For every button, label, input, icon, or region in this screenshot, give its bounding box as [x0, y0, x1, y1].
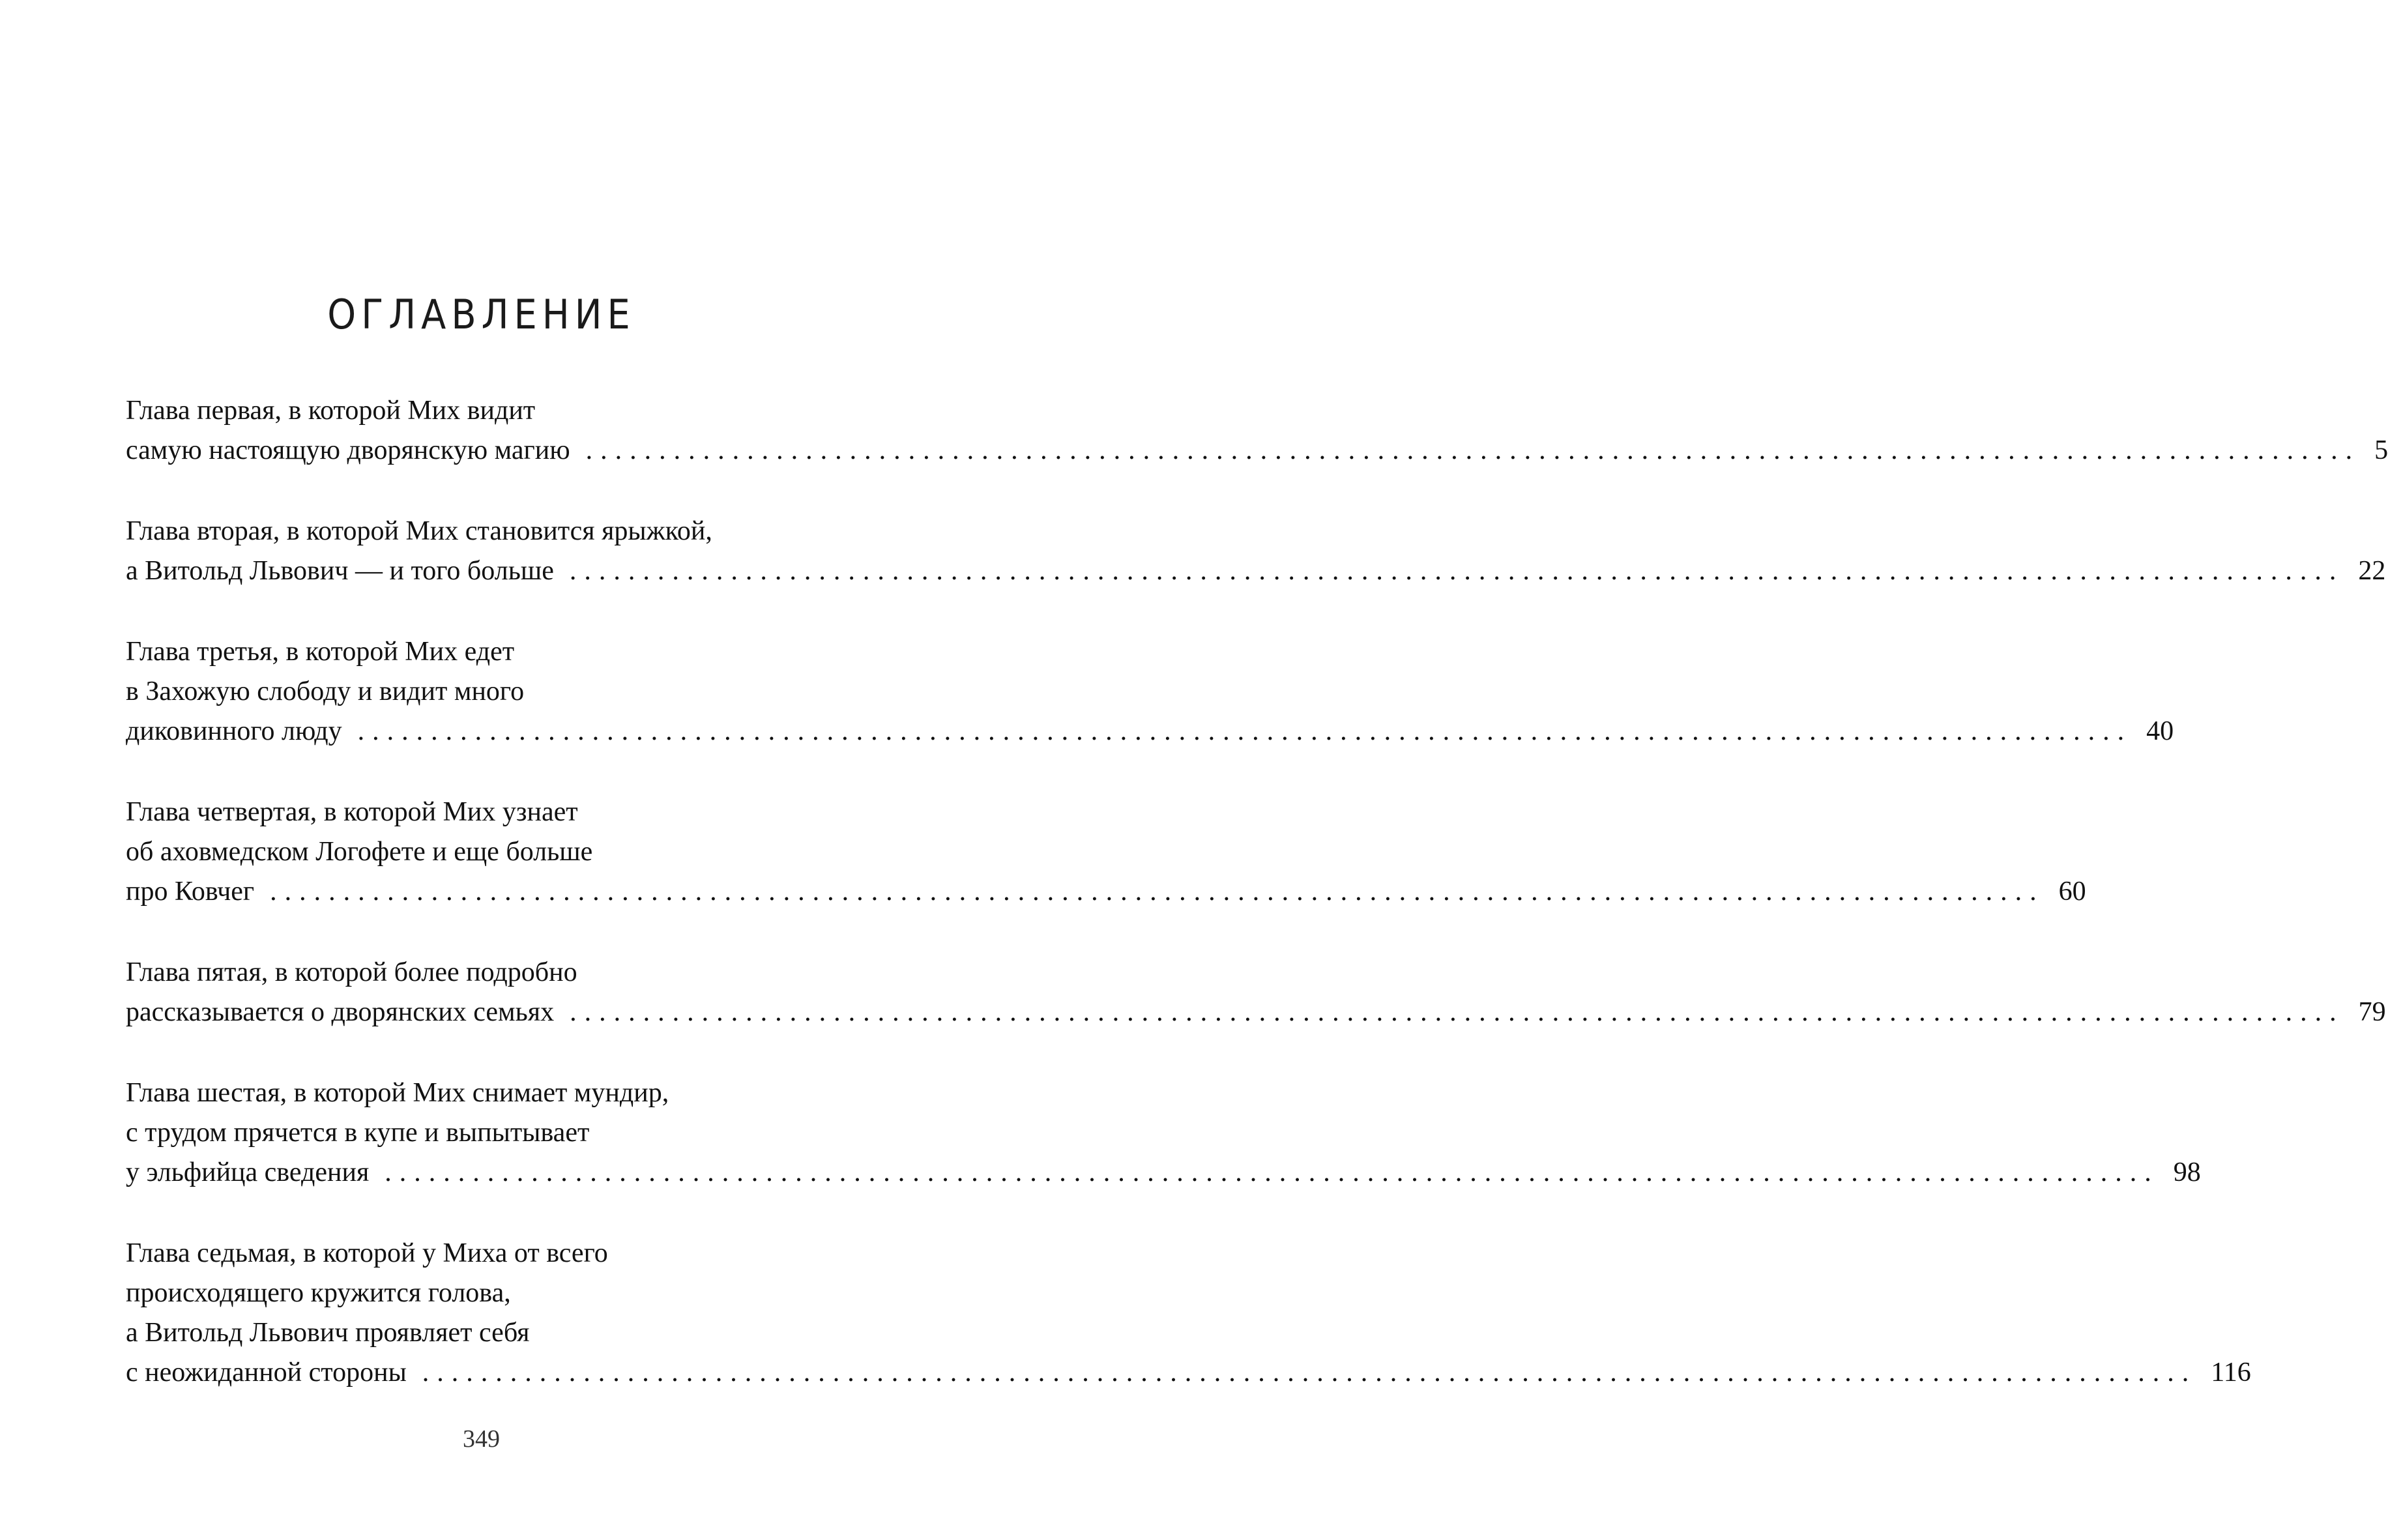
- toc-entry: [126, 1073, 2201, 1193]
- toc-entry-title-line: в Захожую слободу и видит много: [126, 676, 525, 706]
- toc-entry-page-number: 116: [2211, 1358, 2251, 1387]
- toc-entry-page-number: 5: [2374, 435, 2388, 465]
- toc-entry: [126, 391, 2388, 471]
- toc-entry-page-number: 40: [2146, 716, 2174, 746]
- page-number: 349: [463, 1425, 500, 1453]
- toc-entry-last-line: [126, 1153, 2201, 1193]
- toc-entry-title-line: самую настоящую дворянскую магию: [126, 435, 570, 465]
- toc-entry-title-line: происходящего кружится голова,: [126, 1278, 511, 1308]
- toc-entry-last-line: [126, 872, 2086, 912]
- toc-entry: [126, 953, 2386, 1032]
- toc-entry-title-line: об аховмедском Логофете и еще больше: [126, 837, 593, 867]
- toc-entry: [126, 1234, 2251, 1393]
- toc-entry-title-line: про Ковчег: [126, 877, 255, 907]
- toc-heading: ОГЛАВЛЕНИЕ: [327, 291, 635, 338]
- toc-entry: [126, 632, 2174, 751]
- leader-dots: .........................................................................................................................: [570, 997, 2344, 1027]
- toc-entry-title-line: Глава седьмая, в которой у Миха от всего: [126, 1238, 608, 1268]
- leader-dots: .........................................................................................................................: [569, 556, 2344, 586]
- toc-entry-title-line: с неожиданной стороны: [126, 1358, 407, 1387]
- table-of-contents: [126, 391, 2388, 1393]
- toc-entry: [126, 792, 2086, 912]
- toc-entry-last-line: [126, 551, 2386, 591]
- toc-entry-last-line: [126, 712, 2174, 751]
- toc-entry-page-number: 98: [2173, 1157, 2201, 1187]
- leader-dots: .........................................................................................................................: [422, 1358, 2197, 1387]
- toc-entry-title-line: а Витольд Львович — и того больше: [126, 556, 554, 586]
- toc-entry-page-number: 22: [2358, 556, 2386, 586]
- toc-entry-title-line: Глава четвертая, в которой Мих узнает: [126, 797, 578, 827]
- toc-entry-title-line: с трудом прячется в купе и выпытывает: [126, 1118, 590, 1148]
- toc-entry-title-line: Глава первая, в которой Мих видит: [126, 396, 536, 426]
- toc-entry-title-line: Глава вторая, в которой Мих становится ярыжкой,: [126, 516, 712, 546]
- toc-entry: [126, 512, 2386, 591]
- toc-entry-last-line: [126, 431, 2388, 471]
- toc-entry-title-line: диковинного люду: [126, 716, 342, 746]
- toc-entry-title-line: рассказывается о дворянских семьях: [126, 997, 555, 1027]
- toc-entry-title-line: у эльфийца сведения: [126, 1157, 370, 1187]
- toc-entry-page-number: 60: [2058, 877, 2086, 907]
- toc-entry-page-number: 79: [2358, 997, 2386, 1027]
- leader-dots: .........................................................................................................................: [585, 435, 2361, 465]
- toc-entry-title-line: Глава третья, в которой Мих едет: [126, 637, 515, 667]
- toc-entry-title-line: Глава шестая, в которой Мих снимает мундир,: [126, 1078, 669, 1108]
- leader-dots: .........................................................................................................................: [385, 1157, 2159, 1187]
- toc-entry-title-line: Глава пятая, в которой более подробно: [126, 957, 577, 987]
- toc-entry-last-line: [126, 993, 2386, 1032]
- toc-entry-title-line: а Витольд Львович проявляет себя: [126, 1318, 530, 1348]
- leader-dots: .........................................................................................................................: [270, 877, 2045, 907]
- toc-entry-last-line: [126, 1353, 2251, 1393]
- leader-dots: .........................................................................................................................: [357, 716, 2133, 746]
